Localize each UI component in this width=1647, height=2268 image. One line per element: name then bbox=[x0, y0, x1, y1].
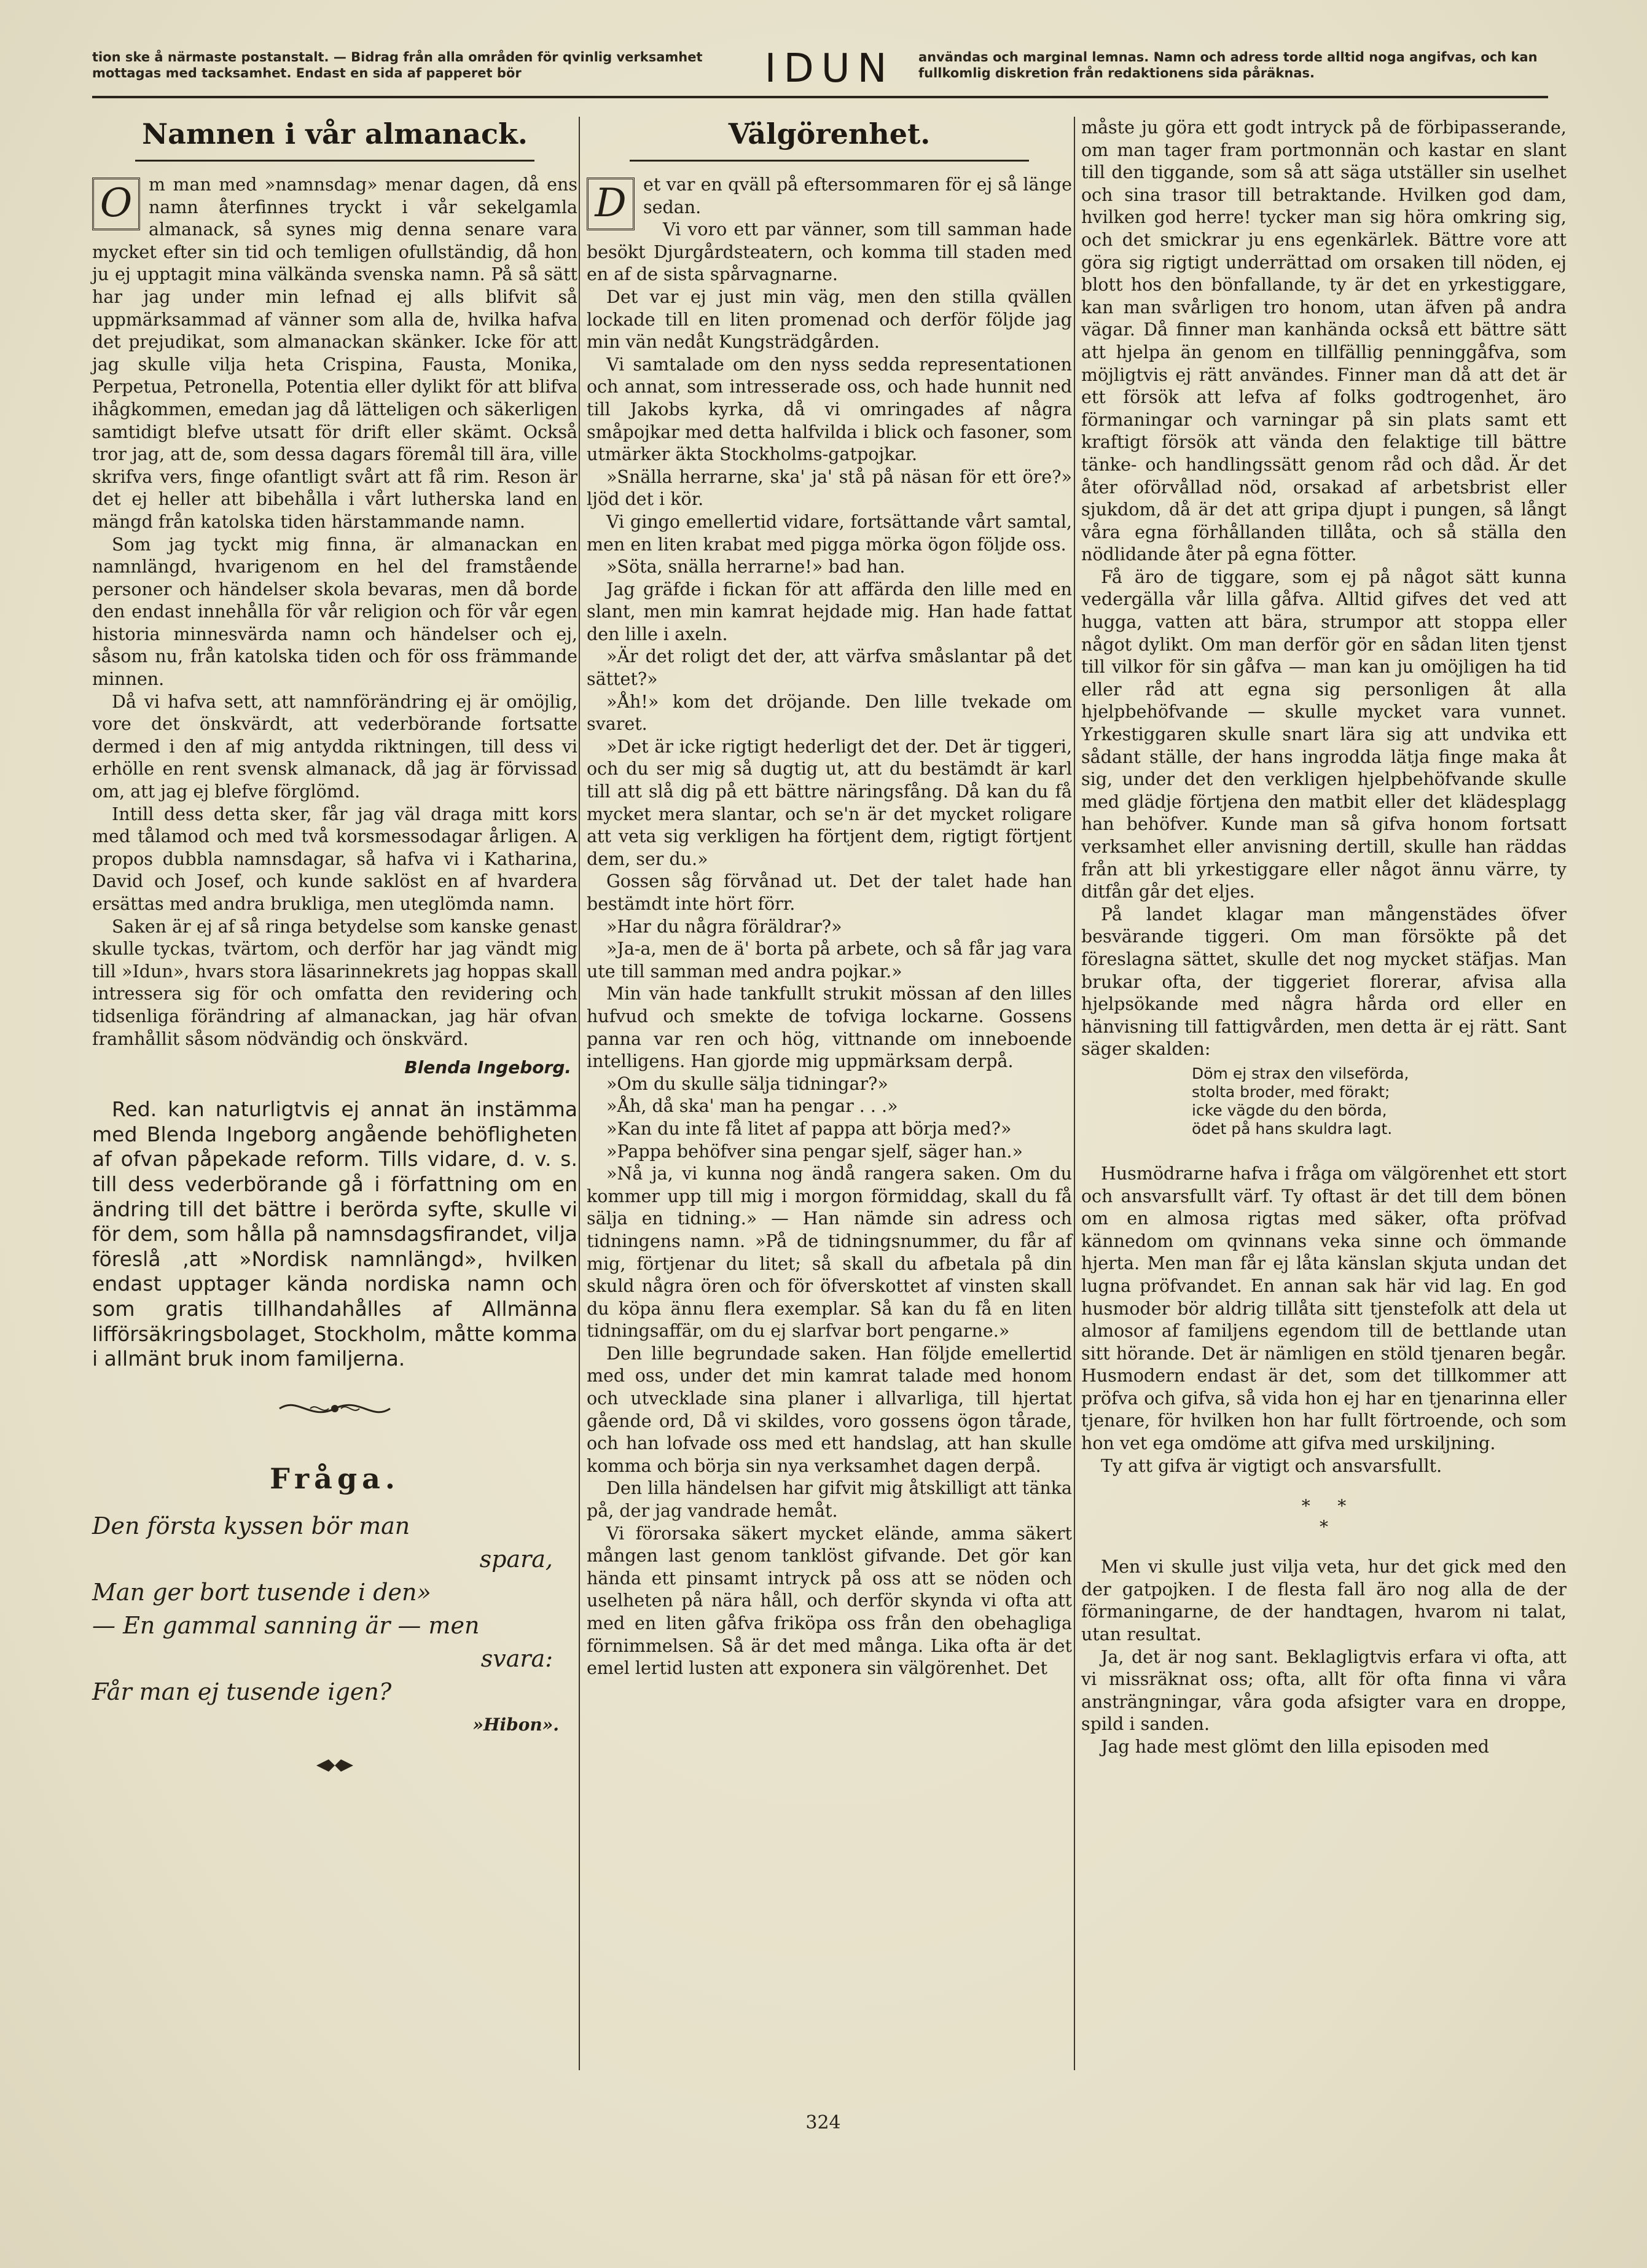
masthead-title: IDUN bbox=[764, 46, 894, 92]
article-paragraph: »Nå ja, vi kunna nog ändå rangera saken. Om du kommer upp till mig i morgon förmiddag, skall du få sälja en tidning.» — Han nämde sin adress och tidningens namn. »På de tidningsnummer, du får af mig, förtjenar du litet; så skall du afbetala på din skuld några ören och för öfverskottet af vinsten skall du köpa ännu flera exemplar. Så kan du få en liten tidningsaffär, om du ej slarfvar bort pengarne.» bbox=[587, 1163, 1072, 1342]
article-paragraph: et var en qväll på eftersommaren för ej så länge sedan. bbox=[643, 174, 1072, 217]
column-2 bbox=[587, 117, 1072, 1680]
article-paragraph: »Ja-a, men de ä' borta på arbete, och så får jag vara ute till samman med andra pojkar.» bbox=[587, 939, 1072, 982]
poem-line: svara: bbox=[480, 1644, 553, 1672]
article-paragraph: Vi voro ett par vänner, som till samman hade besökt Djurgårdsteatern, och komma till staden med en af de sista spårvagnarne. bbox=[587, 219, 1072, 285]
article-paragraph: På landet klagar man mångenstädes öfver besvärande tiggeri. Om man försökte på det föreslagna sättet, skulle det nog mycket stäfjas. Man brukar ofta, der tiggeriet florerar, afvisa alla hjelpsökande med några hårda ord eller en hänvisning till fattigvården, men detta är ej rätt. Sant säger skalden: bbox=[1081, 904, 1567, 1060]
article-paragraph: Vi samtalade om den nyss sedda representationen och annat, som intresserade oss, och hade hunnit ned till Jakobs kyrka, då vi omringades af några småpojkar med detta halfvilda i blick och fasoner, som utmärker äkta Stockholms-gatpojkar. bbox=[587, 354, 1072, 465]
article-paragraph: Få äro de tiggare, som ej på något sätt kunna vedergälla vår lilla gåfva. Alltid gifves det ved att hugga, vatten att bära, strumpor att stoppa eller något dylikt. Om man derför gör en sådan liten tjenst till vilkor för sin gåfva — man kan ju omöjligen ha tid eller råd att egna sig personligen åt alla hjelpbehöfvande — skulle mycket vara vunnet. Yrkestiggaren skulle snart lära sig att undvika ett sådant ställe, der hans ingrodda lätja finge maka åt sig, under det den verkligen hjelpbehöfvande skulle med glädje förtjena den matbit eller det klädesplagg han behöfver. Kunde man så gifva honom fortsatt verksamhet eller anvisning dertill, skulle han räddas från att bli yrkestiggare eller något ännu värre, ty ditfån går det eljes. bbox=[1081, 566, 1567, 902]
poem bbox=[92, 1509, 577, 1708]
article-paragraph: Vi förorsaka säkert mycket elände, amma säkert mången last genom tanklöst gifvande. Det gör kan hända ett pinsamt intryck på oss att se nöden och uselheten på nära håll, och derför skynda vi ofta att med en liten gåfva friköpa oss från den obehagliga förnimmelsen. Så är det med många. Lika ofta är det emel lertid lusten att exponera sin välgörenhet. Det bbox=[587, 1523, 1072, 1679]
article-paragraph: »Pappa behöfver sina pengar sjelf, säger han.» bbox=[606, 1141, 1023, 1162]
masthead-right-notice: användas och marginal lemnas. Namn och adress torde alltid noga angifvas, och kan fullkomlig diskretion från redaktionens sida påräknas. bbox=[918, 50, 1538, 80]
article-paragraph: »Kan du inte få litet af pappa att börja med?» bbox=[606, 1118, 1012, 1139]
editor-note: Red. kan naturligtvis ej annat än instämma med Blenda Ingeborg angående behöfligheten af ofvan påpekade reform. Tills vidare, d. v. s. till dess vederbörande gå i författning om en ändring till det bättre i berörda syfte, skulle vi för dem, som hålla på namnsdagsfirandet, vilja föreslå ,att »Nordisk namnlängd», hvilken endast upptager kända nordiska namn och som gratis tillhandahålles af Allmänna lifförsäkringsbolaget, Stockholm, måtte komma i allmänt bruk inom familjerna. bbox=[92, 1097, 577, 1371]
verse-line: Döm ej strax den vilseförda, bbox=[1192, 1064, 1409, 1082]
article-paragraph: »Söta, snälla herrarne!» bad han. bbox=[606, 557, 906, 577]
verse-line: ödet på hans skuldra lagt. bbox=[1192, 1119, 1393, 1138]
article-paragraph: Det var ej just min väg, men den stilla qvällen lockade till en liten promenad och derför följde jag min vän nedåt Kungsträdgården. bbox=[587, 286, 1072, 353]
article-paragraph: Jag gräfde i fickan för att affärda den lille med en slant, men min kamrat hejdade mig. Han hade fattat den lille i axeln. bbox=[587, 579, 1072, 644]
article-paragraph: Men vi skulle just vilja veta, hur det gick med den der gatpojken. I de flesta fall äro nog alla de der förmaningarne, de der handtagen, hvarom ni talat, utan resultat. bbox=[1081, 1557, 1567, 1645]
page-number: 324 bbox=[805, 2112, 841, 2133]
masthead-left-notice: tion ske å närmaste postanstalt. — Bidrag från alla områden för qvinlig verksamhet mottagas med tacksamhet. Endast en sida af papperet bör bbox=[92, 50, 703, 80]
masthead-rule bbox=[92, 96, 1548, 98]
poem-line: Den första kyssen bör man bbox=[92, 1512, 410, 1539]
poem-line: spara, bbox=[479, 1545, 553, 1573]
drop-cap: O bbox=[92, 178, 140, 230]
article-paragraph: »Är det roligt det der, att värfva småslantar på det sättet?» bbox=[587, 646, 1072, 690]
poem-line: Man ger bort tusende i den» bbox=[92, 1578, 431, 1606]
article-heading-namnen: Namnen i vår almanack. bbox=[142, 117, 528, 151]
article-paragraph: »Det är icke rigtigt hederligt det der. Det är tiggeri, och du ser mig så dugtig ut, att du bestämdt är karl till att slå dig på ett bättre näringsfång. Då kan du få mycket mera slantar, och se'n är det mycket roligare att veta sig verkligen ha förtjent dem, rigtigt förtjent dem, ser du.» bbox=[587, 736, 1072, 869]
poem-line: Får man ej tusende igen? bbox=[92, 1678, 392, 1705]
article-paragraph: Min vän hade tankfullt strukit mössan af den lilles hufvud och smekte de tofviga lockarne. Gossens panna var ren och hög, vittnande om inneboende intelligens. Han gjorde mig uppmärksam derpå. bbox=[587, 983, 1072, 1072]
poem-signature: »Hibon». bbox=[472, 1714, 559, 1735]
article-paragraph: Saken är ej af så ringa betydelse som kanske genast skulle tyckas, tvärtom, och derför har jag vändt mig till »Idun», hvars stora läsarinnekrets jag hoppas skall intressera sig för och omfatta den revidering och tidsenliga förändring af almanackan, jag här ofvan framhållit såsom nödvändig och önskvärd. bbox=[92, 916, 577, 1049]
verse-line: icke vägde du den börda, bbox=[1192, 1101, 1387, 1119]
article-paragraph: »Åh!» kom det dröjande. Den lille tvekade om svaret. bbox=[587, 691, 1072, 735]
author-signature: Blenda Ingeborg. bbox=[404, 1057, 571, 1078]
article-paragraph: Ja, det är nog sant. Beklagligtvis erfara vi ofta, att vi missräknat oss; ofta, allt för ofta finna vi våra ansträngningar, våra goda afsigter vara en droppe, spild i sanden. bbox=[1081, 1646, 1567, 1735]
article-paragraph: Husmödrarne hafva i fråga om välgörenhet ett stort och ansvarsfullt värf. Ty oftast är det till dem bönen om en almosa rigtas med säker, ofta pröfvad kännedom om qvinnans veka sinne och ömmande hjerta. Men man får ej låta känslan skjuta undan det lugna pröfvandet. En annan sak här vid lag. En god husmoder bör aldrig tillåta sitt tjenstefolk att dela ut almosor af familjens egendom till de bettlande utan sitt hörande. Det är nämligen en stöld tjenaren begår. Husmodern endast är det, som det tillkommer att pröfva och gifva, så vida hon ej har en tjenarinna eller tjenare, för hvilken hon har fullt förtroende, och som hon vet ega omdöme att gifva med urskiljning. bbox=[1081, 1163, 1567, 1454]
article-paragraph: Den lille begrundade saken. Han följde emellertid med oss, under det min kamrat talade med honom och utvecklade sina planer i allvarliga, till hjertat gående ord, Då vi skildes, voro gossens ögon tårade, och han lofvade oss med ett handslag, att han skulle komma och börja sin nya verksamhet dagen derpå. bbox=[587, 1343, 1072, 1476]
article-paragraph: Gossen såg förvånad ut. Det der talet hade han bestämdt inte hört förr. bbox=[587, 871, 1072, 914]
article-paragraph: Ty att gifva är vigtigt och ansvarsfullt. bbox=[1101, 1455, 1442, 1476]
section-stars: * * * bbox=[1301, 1496, 1347, 1538]
column-1 bbox=[92, 117, 577, 1780]
article-paragraph: Då vi hafva sett, att namnförändring ej är omöjlig, vore det önskvärdt, att vederbörande fortsatte dermed i den af mig antydda riktningen, till dess vi erhölle en rent svensk almanack, då jag är förvissad om, att jag ej blefve förglömd. bbox=[92, 691, 577, 802]
article-paragraph: Den lilla händelsen har gifvit mig åtskilligt att tänka på, der jag vandrade hemåt. bbox=[587, 1478, 1072, 1522]
article-paragraph: Jag hade mest glömt den lilla episoden med bbox=[1101, 1737, 1490, 1757]
column-divider bbox=[1074, 117, 1075, 2070]
article-paragraph: »Åh, då ska' man ha pengar . . .» bbox=[606, 1096, 898, 1117]
article-heading-valgorenhet: Välgörenhet. bbox=[728, 117, 931, 151]
article-paragraph: »Snälla herrarne, ska' ja' stå på näsan för ett öre?» ljöd det i kör. bbox=[587, 466, 1072, 510]
ornament-divider-icon bbox=[92, 1396, 577, 1423]
drop-cap: D bbox=[587, 178, 635, 230]
poem-line: — En gammal sanning är — men bbox=[92, 1611, 480, 1639]
article-paragraph: Som jag tyckt mig finna, är almanackan en namnlängd, hvarigenom en hel del framstående personer och händelser skola bevaras, men då borde den endast innehålla för vår religion och för vår egen historia minnesvärda namn och händelser och ej, såsom nu, från katolska tiden och för oss främmande minnen. bbox=[92, 534, 577, 690]
small-ornament-icon bbox=[92, 1756, 577, 1780]
article-paragraph: måste ju göra ett godt intryck på de förbipasserande, om man tager fram portmonnän och kastar en slant till den tiggande, som så att säga utställer sin uselhet och sina trasor till betraktande. Hvilken god dam, hvilken god herre! tycker man sig höra omkring sig, och det smickrar ju ens egenkärlek. Bättre vore att göra sig rigtigt underrättad om orsaken till nöden, ej blott hos den bönfallande, ty är det en yrkestiggare, kan man svårligen tro honom, utan äfven på andra vägar. Då finner man kanhända också ett bättre sätt att hjelpa än genom en tillfällig penninggåfva, som möjligtvis ej rätt användes. Finner man då att det är ett försök att lefva af folks godtrogenhet, äro förmaningar och varningar på sin plats samt ett kraftigt försök att vända den felaktige till bättre tänke- och handlingssätt genom råd och dåd. Är det åter oförvållad nöd, orsakad af arbetsbrist eller sjukdom, då är det att gripa djupt i pungen, så långt våra egna förhållanden tillåta, och så ställa den nödlidande åter på egna fötter. bbox=[1081, 117, 1567, 565]
quoted-verse bbox=[1192, 1065, 1567, 1138]
verse-line: stolta broder, med förakt; bbox=[1192, 1082, 1390, 1101]
article-paragraph: »Om du skulle sälja tidningar?» bbox=[606, 1073, 888, 1094]
article-paragraph: Vi gingo emellertid vidare, fortsättande vårt samtal, men en liten krabat med pigga mörka ögon följde oss. bbox=[587, 511, 1072, 555]
column-divider bbox=[579, 117, 580, 2070]
column-3 bbox=[1081, 117, 1567, 1759]
section-heading-fraga: Fråga. bbox=[270, 1461, 400, 1495]
heading-rule bbox=[630, 160, 1029, 162]
masthead bbox=[92, 44, 1548, 106]
article-paragraph: Intill dess detta sker, får jag väl draga mitt kors med tålamod och med två korsmessodagar årligen. A propos dubbla namnsdagar, så hafva vi i Katharina, David och Josef, och kunde saklöst en af hvardera ersättas med andra brukliga, men uteglömda namn. bbox=[92, 804, 577, 914]
heading-rule bbox=[135, 160, 534, 162]
article-paragraph: m man med »namnsdag» menar dagen, då ens namn återfinnes tryckt i vår sekelgamla almanack, så synes mig denna senare vara mycket efter sin tid och temligen ofullständig, då hon ju ej upptagit mina välkända svenska namn. På så sätt har jag under min lefnad ej alls blifvit så uppmärksammad af vänner som alla de, hvilka hafva det prejudikat, som almanackan skänker. Icke för att jag skulle vilja heta Crispina, Fausta, Monika, Perpetua, Petronella, Potentia eller dylikt för att blifva ihågkommen, emedan jag då lätteligen och säkerligen samtidigt blefve utsatt för drift eller skämt. Också tror jag, att de, som dessa dagars föremål till ära, ville skrifva vers, finge ofantligt svårt att få rim. Reson är det ej heller att bibehålla i vårt lutherska land en mängd från katolska tiden härstammande namn. bbox=[92, 174, 577, 532]
article-paragraph: »Har du några föräldrar?» bbox=[606, 916, 842, 937]
